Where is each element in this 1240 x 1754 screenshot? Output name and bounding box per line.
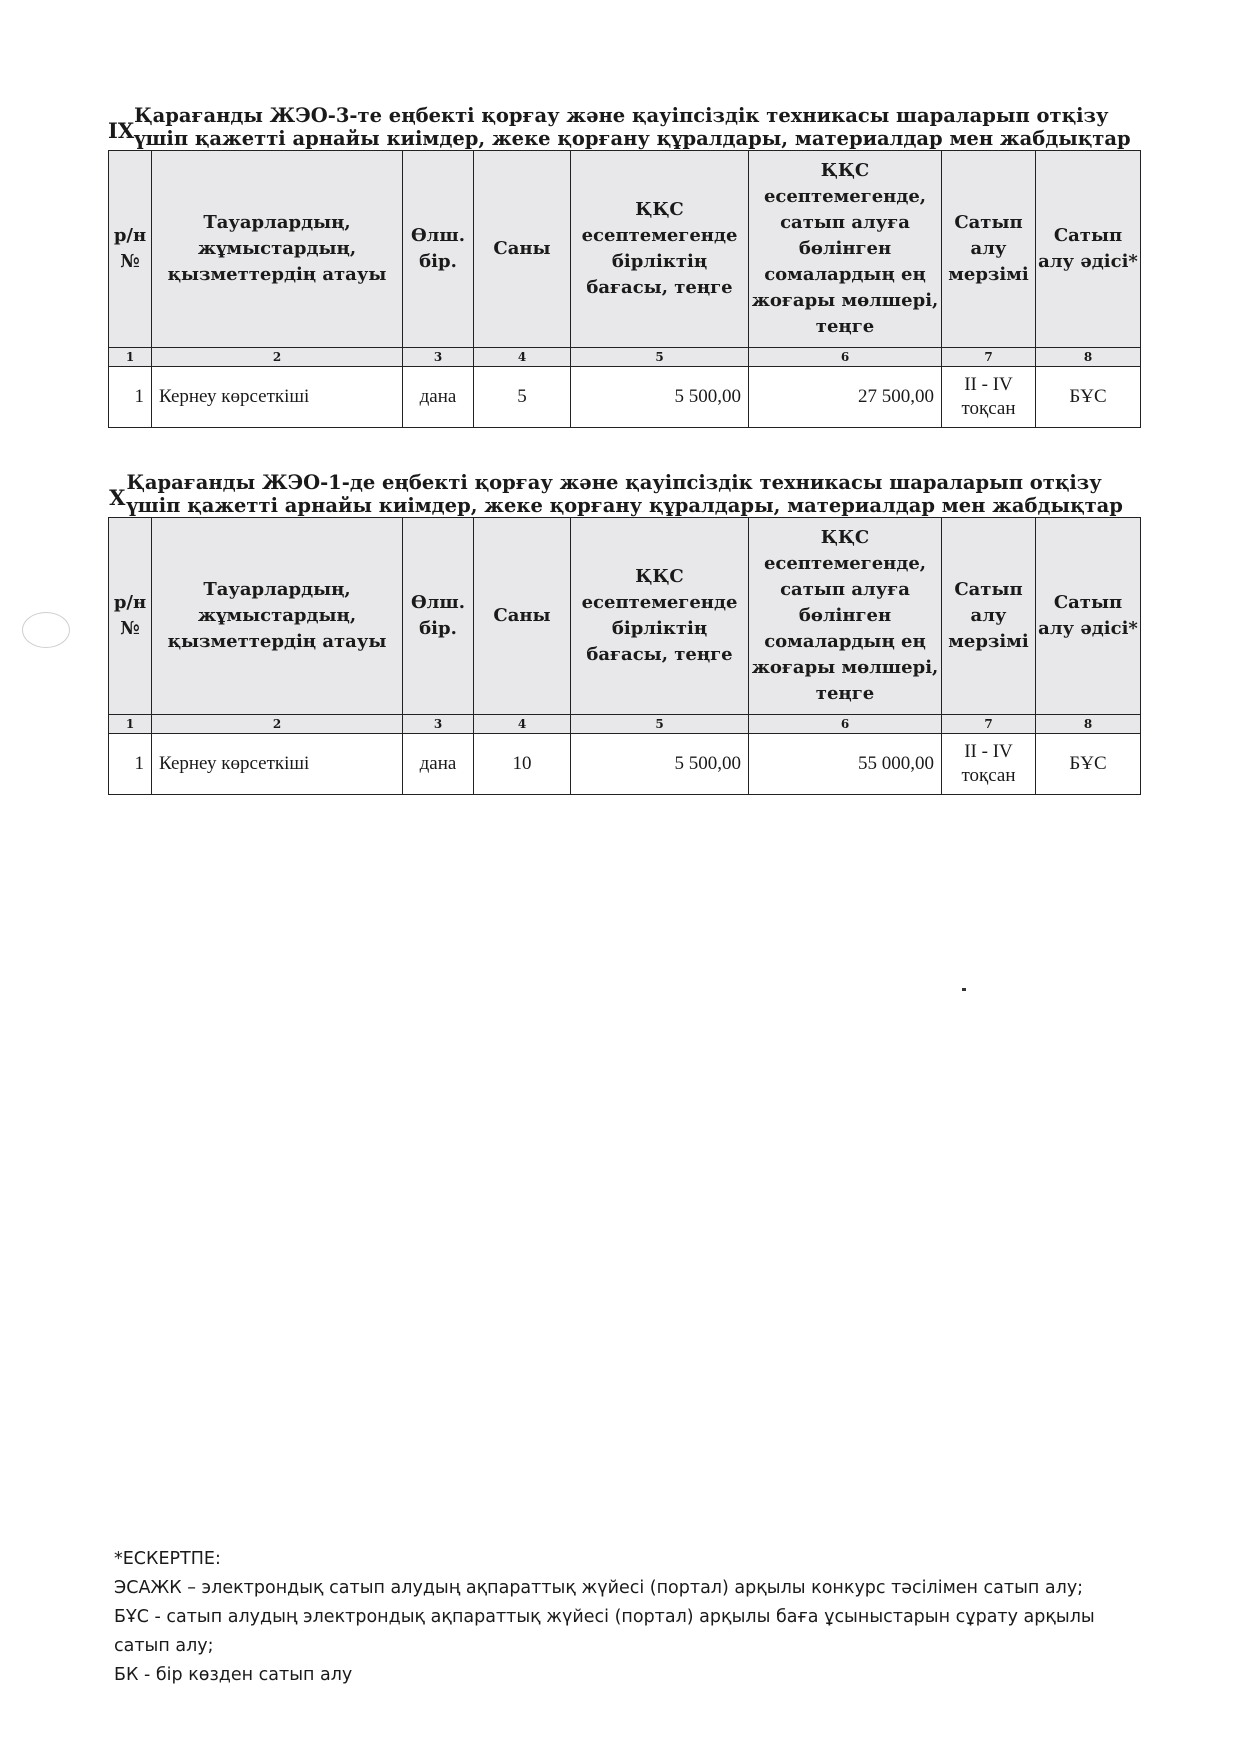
header-cell: ҚҚС есептемегенде, сатып алуға бөлінген сомалардың ең жоғары мөлшері, теңге — [749, 518, 942, 715]
header-row — [109, 518, 1141, 715]
item-name: Кернеу көрсеткіші — [152, 734, 403, 795]
column-number: 5 — [571, 348, 749, 367]
footnote-line: ЭСАЖК – электрондық сатып алудың ақпараттық жүйесі (портал) арқылы конкурс тәсілімен сатып алу; — [114, 1578, 1084, 1598]
header-cell: Сатып алу әдісі* — [1036, 151, 1141, 348]
header-cell: ҚҚС есептемегенде, сатып алуға бөлінген сомалардың ең жоғары мөлшері, теңге — [749, 151, 942, 348]
procurement-period — [942, 367, 1036, 428]
column-number: 7 — [942, 715, 1036, 734]
header-cell: Саны — [474, 518, 571, 715]
footnote-line: БК - бір көзден сатып алу — [114, 1665, 353, 1685]
unit: дана — [403, 734, 474, 795]
column-number-row — [109, 348, 1141, 367]
section-title: Қарағанды ЖЭО-3-те еңбекті қорғау және қауіпсіздік техникасы шараларып отқізу үшіп қажетті арнайы киімдер, жеке қорғану құралдары, материалдар мен жабдықтар — [134, 104, 1131, 150]
footnote-heading: *ЕСКЕРТПЕ: — [114, 1549, 221, 1569]
max-amount: 27 500,00 — [749, 367, 942, 428]
unit-price: 5 500,00 — [571, 734, 749, 795]
procurement-method: БҰС — [1036, 734, 1141, 795]
quantity: 5 — [474, 367, 571, 428]
header-cell: Тауарлардың, жұмыстардың, қызметтердің атауы — [152, 151, 403, 348]
column-number: 2 — [152, 348, 403, 367]
column-number: 1 — [109, 348, 152, 367]
procurement-period — [942, 734, 1036, 795]
column-number: 2 — [152, 715, 403, 734]
header-cell: Өлш. бір. — [403, 151, 474, 348]
table-row — [109, 367, 1141, 428]
column-number: 6 — [749, 715, 942, 734]
procurement-table — [108, 517, 1141, 795]
footnote — [114, 1545, 1114, 1690]
column-number: 4 — [474, 348, 571, 367]
header-cell: Сатып алу әдісі* — [1036, 518, 1141, 715]
section-title: Қарағанды ЖЭО-1-де еңбекті қорғау және қауіпсіздік техникасы шараларып отқізу үшіп қажетті арнайы киімдер, жеке қорғану құралдары, материалдар мен жабдықтар — [126, 471, 1123, 517]
period-unit: тоқсан — [961, 398, 1016, 419]
header-cell: Өлш. бір. — [403, 518, 474, 715]
scan-speck — [962, 988, 966, 991]
row-number: 1 — [109, 367, 152, 428]
item-name: Кернеу көрсеткіші — [152, 367, 403, 428]
header-cell: ҚҚС есептемегенде бірліктің бағасы, теңге — [571, 151, 749, 348]
footnote-line: БҰС - сатып алудың электрондық ақпараттық жүйесі (портал) арқылы баға ұсыныстарын сұрату арқылы сатып алу; — [114, 1607, 1095, 1656]
period-unit: тоқсан — [961, 765, 1016, 786]
column-number: 3 — [403, 348, 474, 367]
unit-price: 5 500,00 — [571, 367, 749, 428]
max-amount: 55 000,00 — [749, 734, 942, 795]
section-numeral: IX — [108, 118, 135, 143]
header-row — [109, 151, 1141, 348]
row-number: 1 — [109, 734, 152, 795]
procurement-table — [108, 150, 1141, 428]
section-header — [108, 104, 1140, 150]
column-number: 1 — [109, 715, 152, 734]
quantity: 10 — [474, 734, 571, 795]
column-number: 6 — [749, 348, 942, 367]
header-cell: Сатып алу мерзімі — [942, 151, 1036, 348]
header-cell: Тауарлардың, жұмыстардың, қызметтердің атауы — [152, 518, 403, 715]
header-cell: р/н № — [109, 518, 152, 715]
header-cell: р/н № — [109, 151, 152, 348]
column-number-row — [109, 715, 1141, 734]
procurement-method: БҰС — [1036, 367, 1141, 428]
section-ix — [108, 104, 1140, 428]
section-x — [108, 471, 1140, 795]
column-number: 7 — [942, 348, 1036, 367]
header-cell: Саны — [474, 151, 571, 348]
column-number: 5 — [571, 715, 749, 734]
punch-hole-mark — [22, 612, 70, 648]
column-number: 4 — [474, 715, 571, 734]
period-range: II - IV — [964, 374, 1013, 395]
header-cell: ҚҚС есептемегенде бірліктің бағасы, теңге — [571, 518, 749, 715]
header-cell: Сатып алу мерзімі — [942, 518, 1036, 715]
section-numeral: X — [109, 485, 126, 510]
unit: дана — [403, 367, 474, 428]
column-number: 8 — [1036, 348, 1141, 367]
column-number: 3 — [403, 715, 474, 734]
table-row — [109, 734, 1141, 795]
section-header — [108, 471, 1140, 517]
period-range: II - IV — [964, 741, 1013, 762]
column-number: 8 — [1036, 715, 1141, 734]
